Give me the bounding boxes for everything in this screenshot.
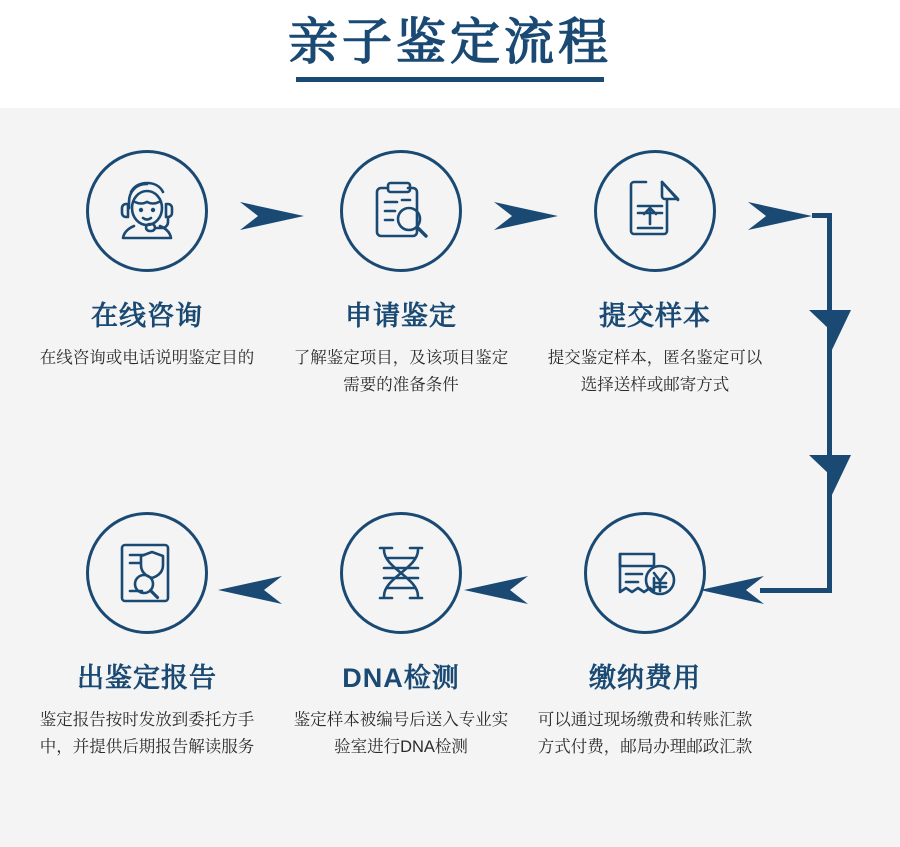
flow-node-dna-test[interactable] bbox=[276, 512, 526, 760]
node-title: DNA检测 bbox=[342, 663, 460, 693]
page-title-wrapper bbox=[288, 14, 612, 72]
node-title: 申请鉴定 bbox=[345, 301, 457, 331]
node-title: 在线咨询 bbox=[91, 301, 203, 331]
connector-vertical-right bbox=[827, 213, 832, 593]
page-title: 亲子鉴定流程 bbox=[288, 14, 612, 70]
node-circle bbox=[594, 150, 716, 272]
flow-node-pay-fee[interactable] bbox=[520, 512, 770, 760]
flow-node-issue-report[interactable] bbox=[22, 512, 272, 760]
node-description: 鉴定报告按时发放到委托方手中，并提供后期报告解读服务 bbox=[39, 711, 255, 756]
node-circle bbox=[340, 512, 462, 634]
arrow-down-2 bbox=[806, 455, 854, 504]
node-description: 可以通过现场缴费和转账汇款方式付费，邮局办理邮政汇款 bbox=[537, 711, 753, 756]
node-description: 提交鉴定样本，匿名鉴定可以选择送样或邮寄方式 bbox=[547, 349, 763, 394]
clipboard-magnifier-icon bbox=[362, 172, 440, 250]
connector-corner-top-right bbox=[812, 213, 832, 218]
node-title: 出鉴定报告 bbox=[77, 663, 217, 693]
flow-node-online-consult[interactable] bbox=[22, 150, 272, 372]
node-description: 在线咨询或电话说明鉴定目的 bbox=[39, 349, 255, 367]
node-description: 了解鉴定项目，及该项目鉴定需要的准备条件 bbox=[293, 349, 509, 394]
node-description: 鉴定样本被编号后送入专业实验室进行DNA检测 bbox=[293, 711, 509, 756]
node-circle bbox=[584, 512, 706, 634]
header bbox=[0, 0, 900, 108]
node-circle bbox=[86, 512, 208, 634]
report-shield-magnifier-icon bbox=[108, 534, 186, 612]
arrow-down-1 bbox=[806, 310, 854, 359]
node-circle bbox=[340, 150, 462, 272]
node-circle bbox=[86, 150, 208, 272]
connector-corner-bottom-right bbox=[760, 588, 832, 593]
document-upload-icon bbox=[616, 172, 694, 250]
arrow-right-3 bbox=[748, 196, 812, 241]
customer-service-operator-icon bbox=[108, 172, 186, 250]
flow-node-submit-sample[interactable] bbox=[530, 150, 780, 398]
node-title: 缴纳费用 bbox=[589, 663, 701, 693]
title-underline bbox=[296, 77, 604, 82]
invoice-yuan-icon bbox=[606, 534, 684, 612]
flow-node-apply-identification[interactable] bbox=[276, 150, 526, 398]
dna-helix-icon bbox=[362, 534, 440, 612]
node-title: 提交样本 bbox=[599, 301, 711, 331]
